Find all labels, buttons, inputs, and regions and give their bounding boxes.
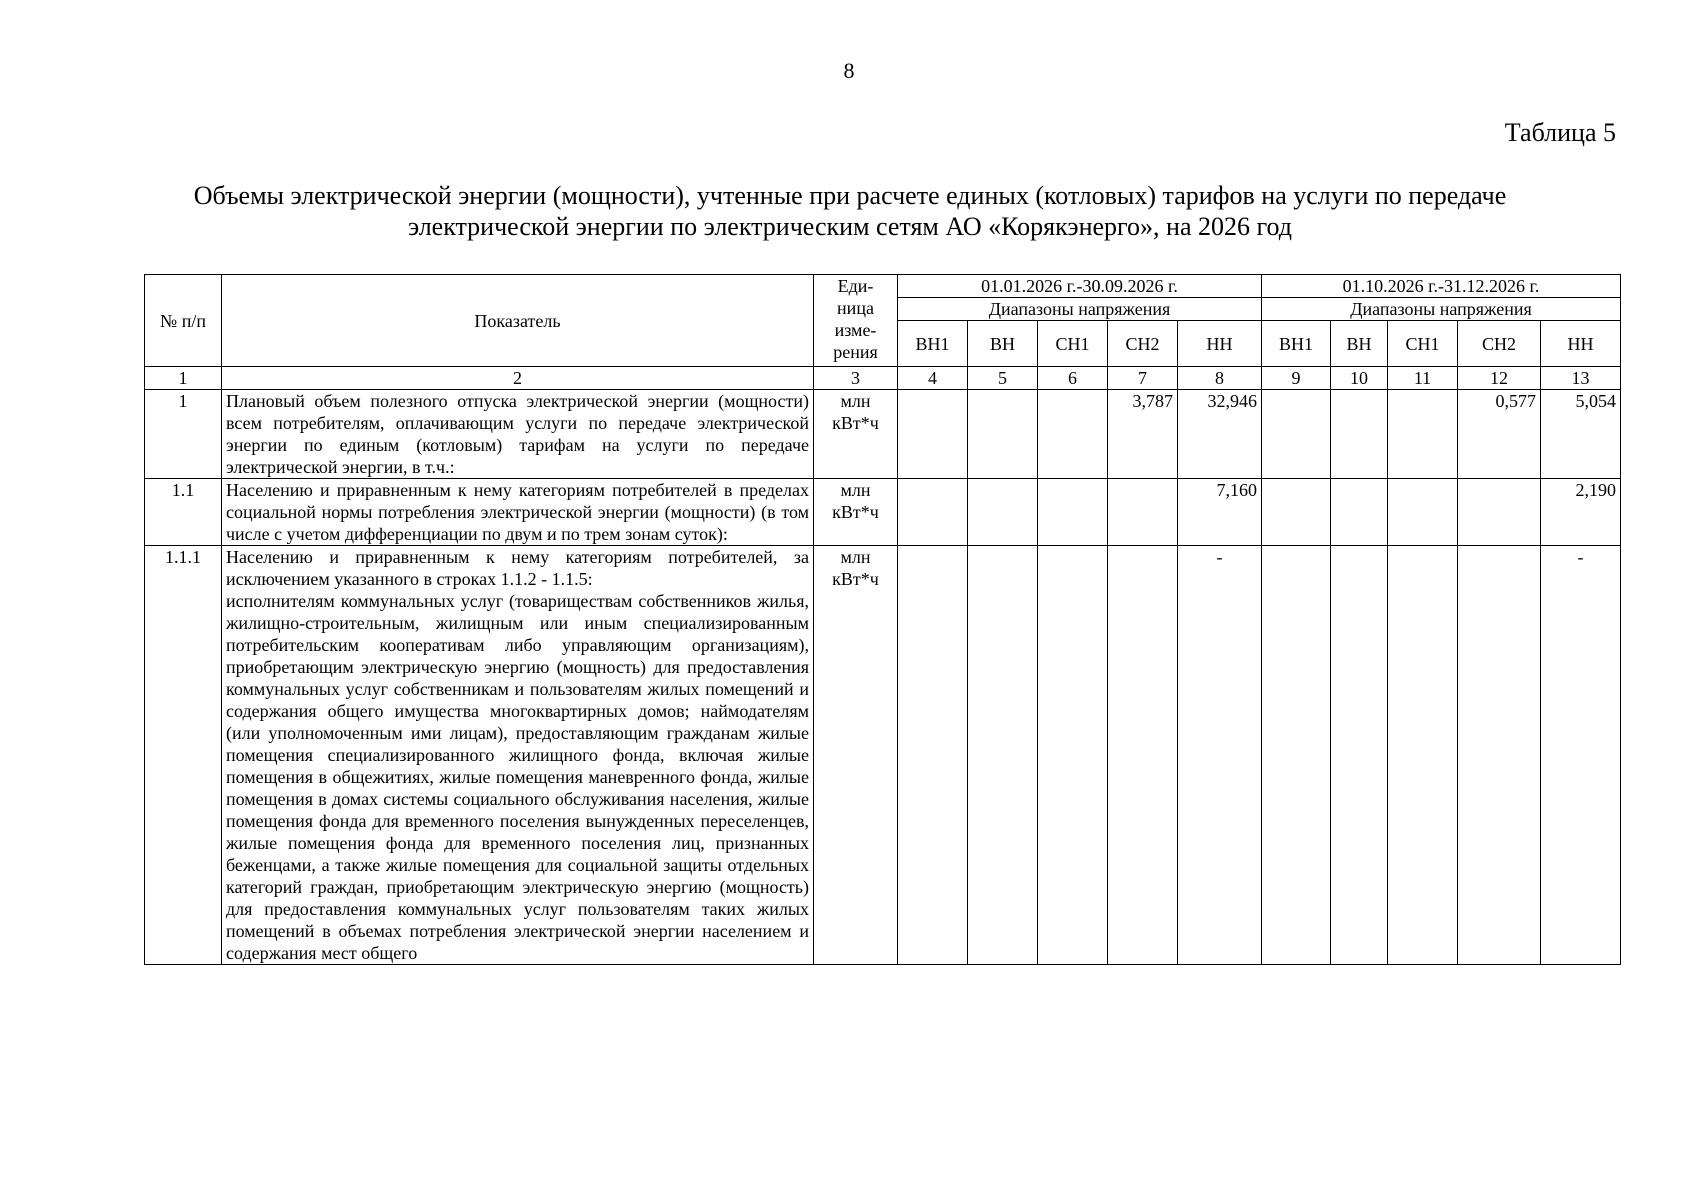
header-period-1: 01.01.2026 г.-30.09.2026 г.	[898, 275, 1262, 298]
column-number: 1	[145, 367, 222, 390]
column-number: 12	[1458, 367, 1541, 390]
title-line-1: Объемы электрической энергии (мощности), учтенные при расчете единых (котловых) тарифов на услуги по передаче	[193, 181, 1507, 210]
column-number: 5	[968, 367, 1038, 390]
value-cell: 2,190	[1541, 479, 1621, 546]
level-header: ВН1	[1262, 321, 1331, 367]
column-number: 6	[1038, 367, 1108, 390]
header-indicator: Показатель	[222, 275, 814, 367]
table-row	[145, 546, 1621, 965]
row-number: 1.1	[145, 479, 222, 546]
header-num: № п/п	[145, 275, 222, 367]
value-cell	[1262, 546, 1331, 965]
row-unit	[814, 546, 898, 965]
value-cell	[1331, 546, 1388, 965]
table-row	[145, 390, 1621, 479]
header-period-2: 01.10.2026 г.-31.12.2026 г.	[1262, 275, 1621, 298]
value-cell	[1388, 479, 1458, 546]
value-cell	[1458, 546, 1541, 965]
row-number: 1	[145, 390, 222, 479]
value-cell	[1458, 479, 1541, 546]
value-cell	[1262, 390, 1331, 479]
table-row	[145, 479, 1621, 546]
row-unit-line: кВт*ч	[832, 413, 879, 433]
row-unit-line: млн	[840, 391, 871, 411]
document-title	[100, 180, 1600, 242]
column-number-row	[145, 367, 1621, 390]
row-indicator: Населению и приравненным к нему категориям потребителей в пределах социальной нормы потребления электрической энергии (мощности) (в том числе с учетом дифференциации по двум и по трем зонам суток):	[222, 479, 814, 546]
column-number: 3	[814, 367, 898, 390]
column-number: 7	[1108, 367, 1178, 390]
value-cell	[968, 546, 1038, 965]
value-cell	[1331, 390, 1388, 479]
row-indicator-text: исполнителям коммунальных услуг (товариществам собственников жилья, жилищно-строительным, жилищным или иным специализированным потребительским кооперативам либо управляющим организациям), приобретающим электрическую энергию (мощность) для предоставления коммунальных услуг собственникам и пользователям жилых помещений и содержания общего имущества многоквартирных домов; наймодателям (или уполномоченным ими лицам), предоставляющим гражданам жилые помещения специализированного жилищного фонда, включая жилые помещения в общежитиях, жилые помещения маневренного фонда, жилые помещения в домах системы социального обслуживания населения, жилые помещения фонда для временного поселения вынужденных переселенцев, жилые помещения фонда для временного поселения лиц, признанных беженцами, а также жилые помещения для социальной защиты отдельных категорий граждан, приобретающим электрическую энергию (мощность) для предоставления коммунальных услуг пользователям таких жилых помещений в объемах потребления электрической энергии населением и содержания мест общего	[226, 591, 809, 963]
level-header: НН	[1178, 321, 1262, 367]
value-cell	[898, 546, 968, 965]
header-unit-line: изме-	[834, 320, 877, 340]
table-label: Таблица 5	[1504, 118, 1616, 147]
header-ranges-2: Диапазоны напряжения	[1262, 298, 1621, 321]
row-unit	[814, 390, 898, 479]
value-cell	[1262, 479, 1331, 546]
level-header: ВН1	[898, 321, 968, 367]
value-cell	[1388, 546, 1458, 965]
column-number: 8	[1178, 367, 1262, 390]
value-cell	[898, 390, 968, 479]
column-number: 9	[1262, 367, 1331, 390]
value-cell: 32,946	[1178, 390, 1262, 479]
page-number: 8	[843, 58, 855, 83]
level-header: ВН	[1331, 321, 1388, 367]
value-cell	[1038, 479, 1108, 546]
value-cell	[898, 479, 968, 546]
row-unit-line: млн	[840, 547, 871, 567]
column-number: 10	[1331, 367, 1388, 390]
header-ranges-1: Диапазоны напряжения	[898, 298, 1262, 321]
column-number: 4	[898, 367, 968, 390]
column-number: 2	[222, 367, 814, 390]
row-unit-line: кВт*ч	[832, 502, 879, 522]
level-header: ВН	[968, 321, 1038, 367]
level-header: СН1	[1038, 321, 1108, 367]
value-cell	[1331, 479, 1388, 546]
value-cell	[968, 479, 1038, 546]
volumes-table	[144, 274, 1621, 965]
row-number: 1.1.1	[145, 546, 222, 965]
level-header: НН	[1541, 321, 1621, 367]
row-indicator	[222, 546, 814, 965]
column-number: 11	[1388, 367, 1458, 390]
header-unit-line: рения	[833, 342, 878, 362]
row-unit-line: млн	[840, 480, 871, 500]
title-line-2: электрической энергии по электрическим сетям АО «Корякэнерго», на 2026 год	[408, 212, 1292, 241]
value-cell	[1108, 546, 1178, 965]
header-unit-line: ница	[837, 298, 874, 318]
value-cell	[968, 390, 1038, 479]
value-cell: -	[1541, 546, 1621, 965]
header-unit	[814, 275, 898, 367]
value-cell: 3,787	[1108, 390, 1178, 479]
row-unit	[814, 479, 898, 546]
header-row-1	[145, 275, 1621, 298]
level-header: СН2	[1458, 321, 1541, 367]
row-unit-line: кВт*ч	[832, 569, 879, 589]
header-unit-line: Еди-	[837, 276, 874, 296]
row-indicator-text: Населению и приравненным к нему категориям потребителей, за исключением указанного в строках 1.1.2 - 1.1.5:	[226, 547, 809, 589]
value-cell	[1038, 546, 1108, 965]
column-number: 13	[1541, 367, 1621, 390]
row-indicator: Плановый объем полезного отпуска электрической энергии (мощности) всем потребителям, оплачивающим услуги по передаче электрической энергии по единым (котловым) тарифам на услуги по передаче электрической энергии, в т.ч.:	[222, 390, 814, 479]
level-header: СН2	[1108, 321, 1178, 367]
value-cell: 0,577	[1458, 390, 1541, 479]
value-cell: -	[1178, 546, 1262, 965]
level-header: СН1	[1388, 321, 1458, 367]
value-cell	[1388, 390, 1458, 479]
value-cell	[1038, 390, 1108, 479]
value-cell	[1108, 479, 1178, 546]
value-cell: 5,054	[1541, 390, 1621, 479]
value-cell: 7,160	[1178, 479, 1262, 546]
